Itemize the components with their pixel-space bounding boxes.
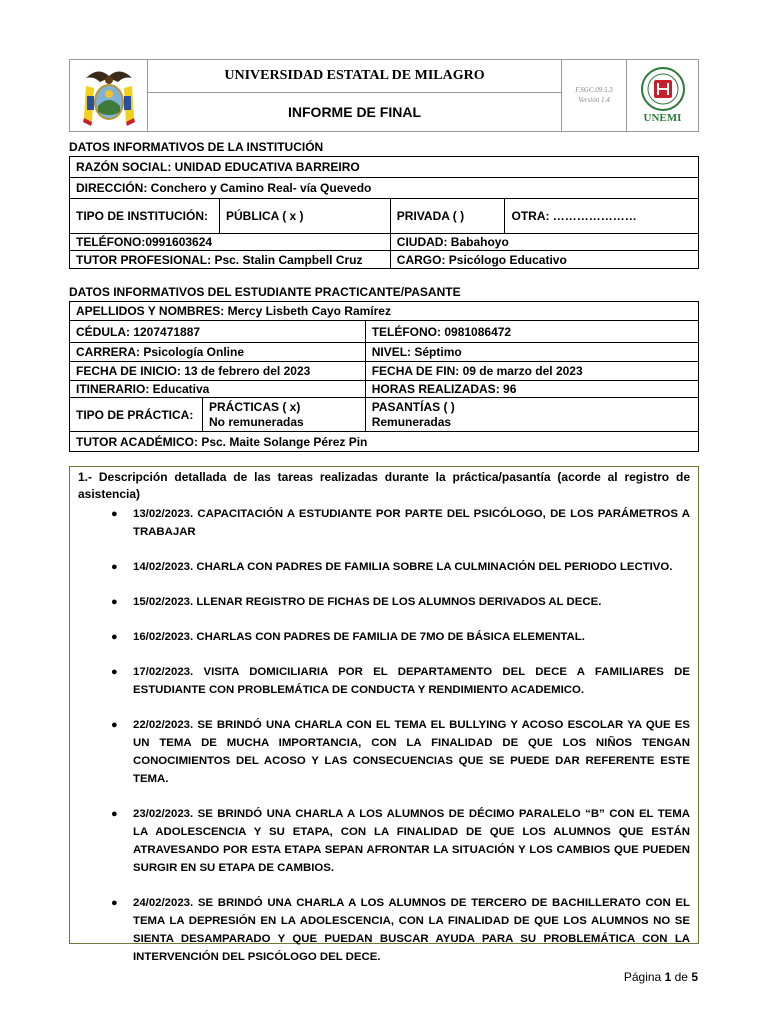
page-number <box>624 970 698 984</box>
privada-option: PRIVADA ( ) <box>390 199 505 234</box>
bullet-icon: ● <box>111 631 118 643</box>
telefono-estudiante: TELÉFONO: 0981086472 <box>365 321 698 343</box>
bullet-icon: ● <box>111 808 118 820</box>
bullet-icon: ● <box>111 897 118 909</box>
tasks-list <box>78 505 690 966</box>
pasantias-line1: PASANTÍAS ( ) <box>371 399 455 414</box>
bullet-icon: ● <box>111 666 118 678</box>
unemi-logo-text: UNEMI <box>643 112 682 124</box>
task-text: 15/02/2023. LLENAR REGISTRO DE FICHAS DE LOS ALUMNOS DERIVADOS AL DECE. <box>133 596 602 608</box>
bullet-icon: ● <box>111 561 118 573</box>
institution-table <box>69 156 699 269</box>
telefono-institucion: TELÉFONO:0991603624 <box>70 234 391 251</box>
fecha-inicio: FECHA DE INICIO: 13 de febrero del 2023 <box>70 362 366 381</box>
list-item <box>78 593 690 611</box>
otra-option: OTRA: ………………… <box>505 199 699 234</box>
page-prefix: Página <box>623 970 662 984</box>
carrera: CARRERA: Psicología Online <box>70 343 366 362</box>
task-text: 16/02/2023. CHARLAS CON PADRES DE FAMILIA DE 7MO DE BÁSICA ELEMENTAL. <box>133 631 585 643</box>
list-item <box>78 628 690 646</box>
itinerario: ITINERARIO: Educativa <box>70 381 366 398</box>
page-total: 5 <box>691 970 698 984</box>
student-section-title: DATOS INFORMATIVOS DEL ESTUDIANTE PRACTICANTE/PASANTE <box>69 285 461 299</box>
list-item <box>78 558 690 576</box>
document-code-number: F.SGC.09.5.3 <box>575 85 613 94</box>
tipo-practica-label: TIPO DE PRÁCTICA: <box>70 398 203 432</box>
task-text: 14/02/2023. CHARLA CON PADRES DE FAMILIA SOBRE LA CULMINACIÓN DEL PERIODO LECTIVO. <box>133 561 673 573</box>
cedula: CÉDULA: 1207471887 <box>70 321 366 343</box>
direccion: DIRECCIÓN: Conchero y Camino Real- vía Quevedo <box>70 178 699 199</box>
list-item <box>78 716 690 788</box>
unemi-logo <box>626 60 698 131</box>
task-text: 23/02/2023. SE BRINDÓ UNA CHARLA A LOS ALUMNOS DE DÉCIMO PARALELO “B” CON EL TEMA LA ADOLESCENCIA Y SU ETAPA, CON LA FINALIDAD DE QUE LOS ALUMNOS QUE ESTÁN ATRAVESANDO POR ESTA ETAPA SEPAN AFRONTAR LA SITUACIÓN Y LOS CAMBIOS QUE PUEDEN SURGIR EN SU ETAPA DE CAMBIOS. <box>133 808 690 874</box>
pasantias-line2: Remuneradas <box>371 414 452 429</box>
report-title: INFORME DE FINAL <box>288 104 421 120</box>
page-current: 1 <box>664 970 672 984</box>
list-item <box>78 805 690 877</box>
ciudad: CIUDAD: Babahoyo <box>390 234 698 251</box>
page-sep: de <box>674 970 688 984</box>
task-text: 24/02/2023. SE BRINDÓ UNA CHARLA A LOS ALUMNOS DE TERCERO DE BACHILLERATO CON EL TEMA LA DEPRESIÓN EN LA ADOLESCENCIA, CON LA FINALIDAD DE QUE LOS ALUMNOS NO SE SIENTA DESAMPARADO Y QUE PUEDAN BUSCAR AYUDA PARA SU PROBLEMÁTICA CON LA INTERVENCIÓN DEL PSICÓLOGO DEL DECE. <box>133 897 690 963</box>
nivel: NIVEL: Séptimo <box>365 343 698 362</box>
document-version: Versión 1.4 <box>578 95 610 104</box>
tasks-intro: 1.- Descripción detallada de las tareas realizadas durante la práctica/pasantía (acorde al registro de asistencia) <box>78 470 690 501</box>
student-table <box>69 301 699 452</box>
cargo: CARGO: Psicólogo Educativo <box>390 251 698 269</box>
task-text: 13/02/2023. CAPACITACIÓN A ESTUDIANTE POR PARTE DEL PSICÓLOGO, DE LOS PARÁMETROS A TRABAJAR <box>133 508 690 538</box>
tipo-institucion-label: TIPO DE INSTITUCIÓN: <box>70 199 220 234</box>
practicas-line1: PRÁCTICAS ( x) <box>208 399 301 414</box>
publica-option: PÚBLICA ( x ) <box>219 199 390 234</box>
bullet-icon: ● <box>111 596 118 608</box>
razon-social: RAZÓN SOCIAL: UNIDAD EDUCATIVA BARREIRO <box>70 157 699 178</box>
bullet-icon: ● <box>111 508 118 520</box>
list-item <box>78 663 690 699</box>
practicas-option <box>202 398 365 432</box>
practicas-line2: No remuneradas <box>208 414 304 429</box>
institution-section-title: DATOS INFORMATIVOS DE LA INSTITUCIÓN <box>69 140 324 154</box>
tasks-box <box>69 466 699 963</box>
tutor-academico: TUTOR ACADÉMICO: Psc. Maite Solange Pérez Pin <box>70 432 699 452</box>
ecuador-coat-of-arms-logo <box>70 60 148 131</box>
document-code <box>561 60 626 131</box>
list-item <box>78 505 690 541</box>
task-text: 17/02/2023. VISITA DOMICILIARIA POR EL DEPARTAMENTO DEL DECE A FAMILIARES DE ESTUDIANTE CON PROBLEMÁTICA DE CONDUCTA Y RENDIMIENTO ACADEMICO. <box>133 666 690 696</box>
university-name: UNIVERSIDAD ESTATAL DE MILAGRO <box>148 60 561 93</box>
horas-realizadas: HORAS REALIZADAS: 96 <box>365 381 698 398</box>
list-item <box>78 894 690 966</box>
fecha-fin: FECHA DE FIN: 09 de marzo del 2023 <box>365 362 698 381</box>
document-header <box>69 59 699 132</box>
pasantias-option <box>365 398 698 432</box>
task-text: 22/02/2023. SE BRINDÓ UNA CHARLA CON EL TEMA EL BULLYING Y ACOSO ESCOLAR YA QUE ES UN TEMA DE MUCHA IMPORTANCIA, CON LA FINALIDAD DE QUE LOS NIÑOS TENGAN CONOCIMIENTOS DEL ACOSO Y LAS CONSECUENCIAS QUE SE PUEDE DAR REFERENTE ESTE TEMA. <box>133 719 690 785</box>
tutor-profesional: TUTOR PROFESIONAL: Psc. Stalin Campbell Cruz <box>70 251 391 269</box>
bullet-icon: ● <box>111 719 118 731</box>
apellidos-nombres: APELLIDOS Y NOMBRES: Mercy Lisbeth Cayo Ramírez <box>70 302 699 321</box>
